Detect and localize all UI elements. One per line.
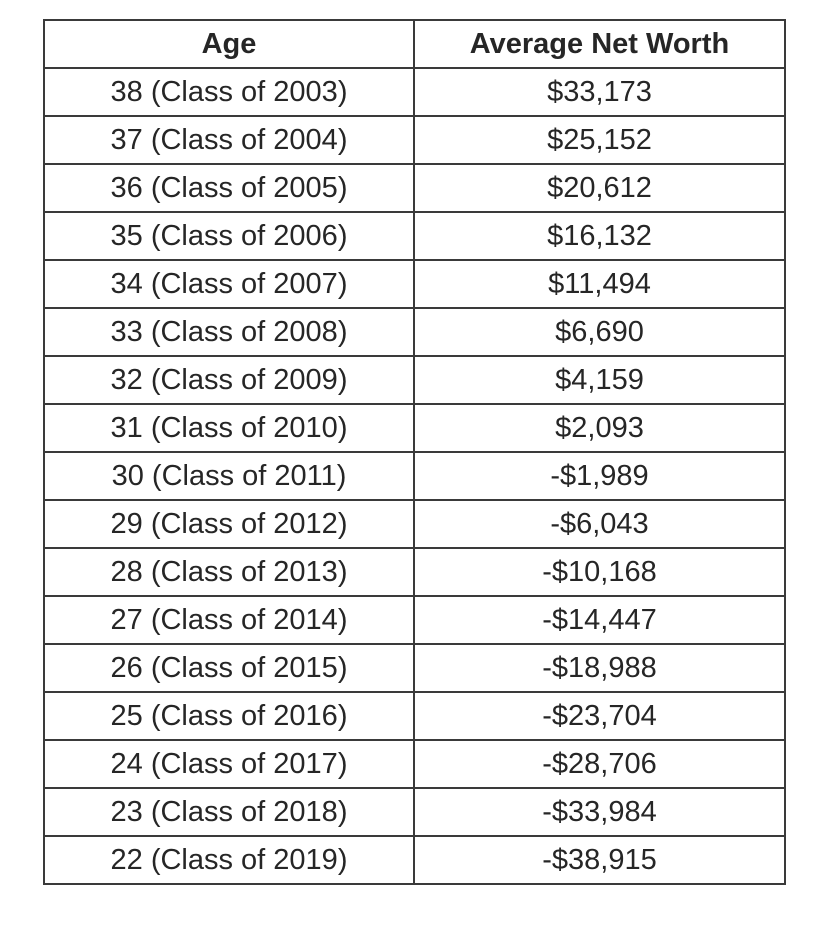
net-worth-cell: -$6,043: [414, 500, 785, 548]
table-row: [44, 548, 785, 596]
age-cell: 34 (Class of 2007): [44, 260, 414, 308]
net-worth-cell: $33,173: [414, 68, 785, 116]
age-cell: 26 (Class of 2015): [44, 644, 414, 692]
net-worth-cell: $2,093: [414, 404, 785, 452]
table-header-row: [44, 20, 785, 68]
net-worth-cell: -$14,447: [414, 596, 785, 644]
column-header-average-net-worth: Average Net Worth: [414, 20, 785, 68]
age-cell: 37 (Class of 2004): [44, 116, 414, 164]
table-row: [44, 164, 785, 212]
net-worth-cell: $20,612: [414, 164, 785, 212]
table-row: [44, 500, 785, 548]
age-cell: 24 (Class of 2017): [44, 740, 414, 788]
net-worth-cell: -$1,989: [414, 452, 785, 500]
net-worth-cell: $4,159: [414, 356, 785, 404]
age-cell: 23 (Class of 2018): [44, 788, 414, 836]
net-worth-cell: -$28,706: [414, 740, 785, 788]
age-cell: 25 (Class of 2016): [44, 692, 414, 740]
age-cell: 33 (Class of 2008): [44, 308, 414, 356]
table-row: [44, 260, 785, 308]
net-worth-cell: $16,132: [414, 212, 785, 260]
age-cell: 27 (Class of 2014): [44, 596, 414, 644]
age-cell: 32 (Class of 2009): [44, 356, 414, 404]
table-row: [44, 836, 785, 884]
age-cell: 31 (Class of 2010): [44, 404, 414, 452]
net-worth-cell: -$10,168: [414, 548, 785, 596]
table-row: [44, 740, 785, 788]
table-row: [44, 788, 785, 836]
net-worth-cell: -$18,988: [414, 644, 785, 692]
table-row: [44, 596, 785, 644]
net-worth-table: [43, 19, 786, 885]
column-header-age: Age: [44, 20, 414, 68]
age-cell: 30 (Class of 2011): [44, 452, 414, 500]
net-worth-cell: -$23,704: [414, 692, 785, 740]
age-cell: 36 (Class of 2005): [44, 164, 414, 212]
net-worth-cell: -$33,984: [414, 788, 785, 836]
age-cell: 28 (Class of 2013): [44, 548, 414, 596]
net-worth-cell: -$38,915: [414, 836, 785, 884]
net-worth-cell: $6,690: [414, 308, 785, 356]
table-row: [44, 68, 785, 116]
table-row: [44, 116, 785, 164]
table-row: [44, 404, 785, 452]
table-row: [44, 644, 785, 692]
table-row: [44, 452, 785, 500]
net-worth-cell: $25,152: [414, 116, 785, 164]
table-row: [44, 212, 785, 260]
age-cell: 38 (Class of 2003): [44, 68, 414, 116]
table-row: [44, 308, 785, 356]
table-row: [44, 356, 785, 404]
age-cell: 35 (Class of 2006): [44, 212, 414, 260]
age-cell: 29 (Class of 2012): [44, 500, 414, 548]
net-worth-cell: $11,494: [414, 260, 785, 308]
table-row: [44, 692, 785, 740]
age-cell: 22 (Class of 2019): [44, 836, 414, 884]
